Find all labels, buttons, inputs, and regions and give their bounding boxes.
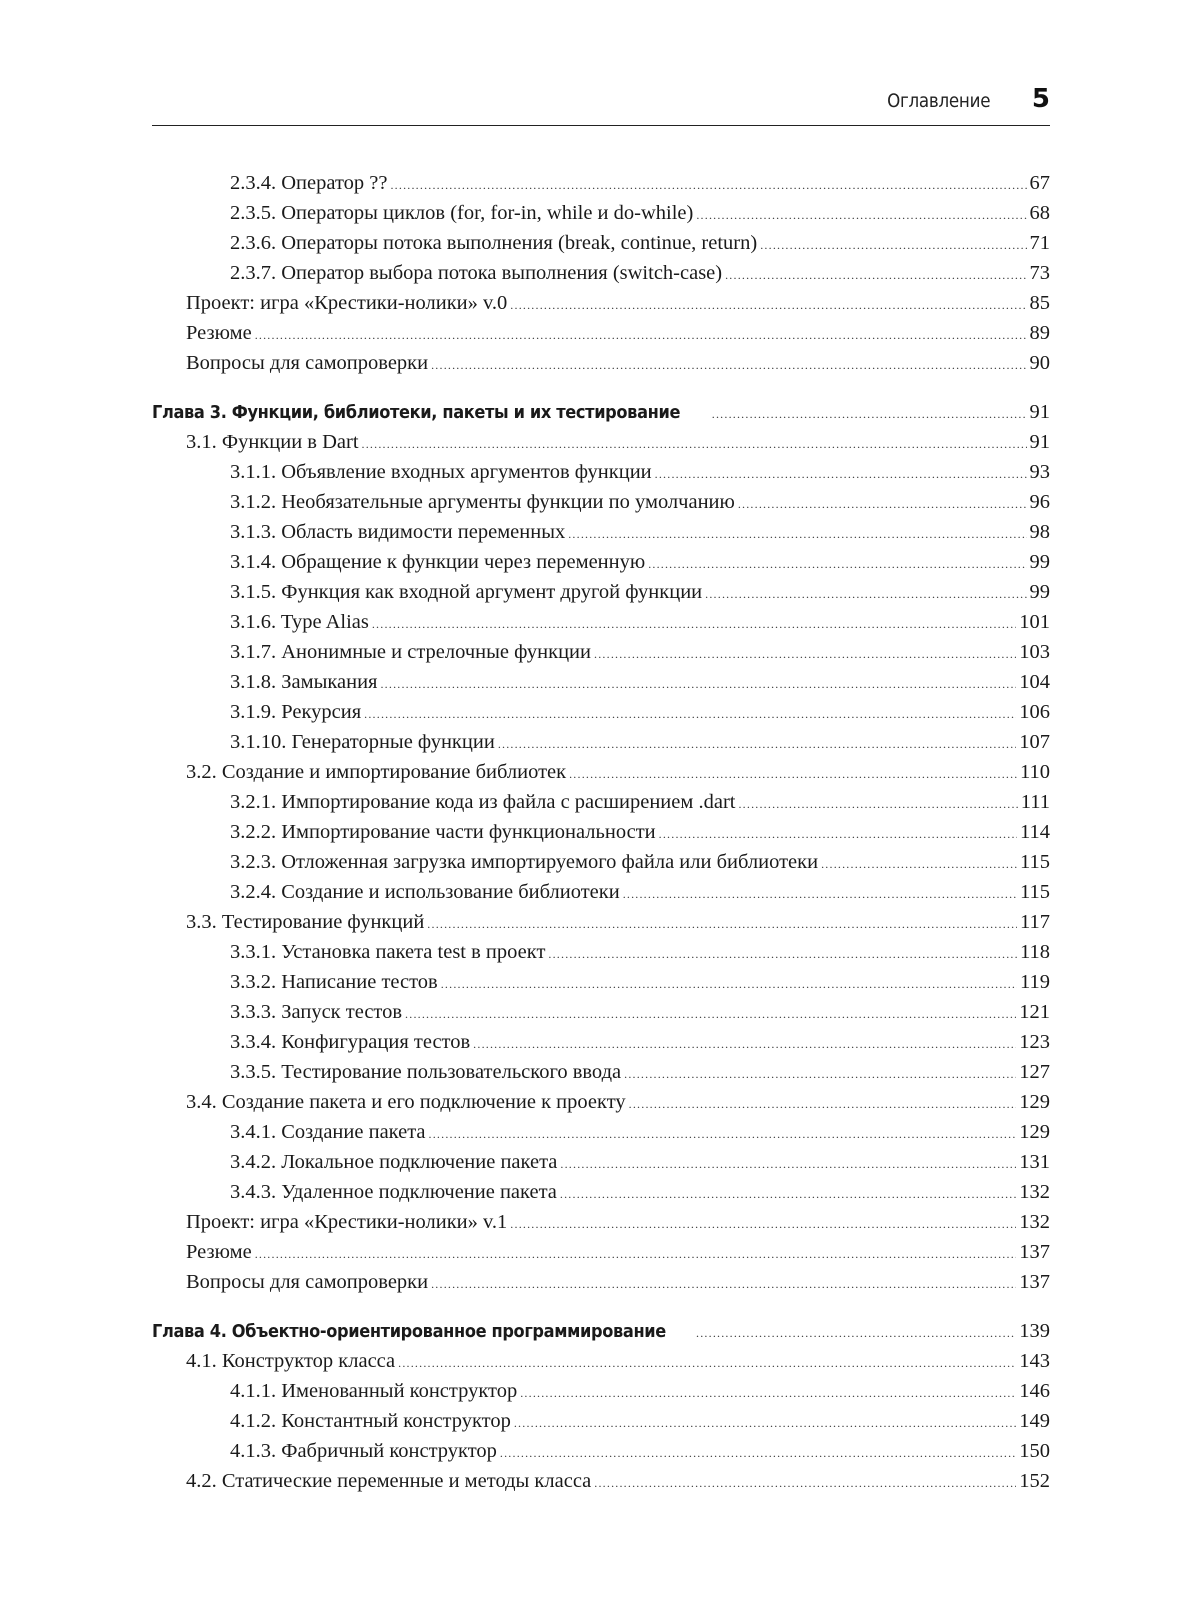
section-gap xyxy=(152,1297,1050,1316)
toc-entry-title: 4.1. Конструктор класса xyxy=(186,1350,396,1372)
dot-leader xyxy=(725,269,1026,281)
toc-entry xyxy=(152,607,1050,637)
toc-entry-page: 123 xyxy=(1019,1031,1050,1053)
toc-entry-title: 2.3.7. Оператор выбора потока выполнения (switch-case) xyxy=(230,262,723,284)
toc-entry xyxy=(152,1147,1050,1177)
toc-entry-page: 99 xyxy=(1029,581,1050,603)
toc-entry xyxy=(152,1406,1050,1436)
dot-leader xyxy=(738,798,1017,810)
dot-leader xyxy=(398,1357,1016,1369)
toc-entry-page: 104 xyxy=(1019,671,1050,693)
dot-leader xyxy=(624,1068,1016,1080)
toc-entry-title: 3.2.1. Импортирование кода из файла с расширением .dart xyxy=(230,791,736,813)
toc-entry-title: 3.1.5. Функция как входной аргумент другой функции xyxy=(230,581,703,603)
toc-entry-title: 3.3. Тестирование функций xyxy=(186,911,425,933)
toc-entry-title: 3.4.1. Создание пакета xyxy=(230,1121,426,1143)
toc-entry xyxy=(152,318,1050,348)
toc-entry xyxy=(152,168,1050,198)
toc-entry-page: 129 xyxy=(1019,1121,1050,1143)
dot-leader xyxy=(548,948,1017,960)
toc-entry-title: 3.1.2. Необязательные аргументы функции по умолчанию xyxy=(230,491,735,513)
dot-leader xyxy=(498,738,1016,750)
dot-leader xyxy=(738,498,1027,510)
toc-entry-title: Резюме xyxy=(186,1241,252,1263)
header-rule xyxy=(152,125,1050,126)
toc-entry-title: Резюме xyxy=(186,322,252,344)
toc-entry-title: 3.1.7. Анонимные и стрелочные функции xyxy=(230,641,592,663)
toc-chapter-title: Глава 3. Функции, библиотеки, пакеты и их тестирование xyxy=(152,402,681,423)
dot-leader xyxy=(569,768,1017,780)
toc-entry-page: 143 xyxy=(1019,1350,1050,1372)
toc-entry xyxy=(152,997,1050,1027)
dot-leader xyxy=(760,239,1026,251)
toc-entry-page: 93 xyxy=(1029,461,1050,483)
toc-entry-page: 152 xyxy=(1019,1470,1050,1492)
toc-entry-title: Вопросы для самопроверки xyxy=(186,352,429,374)
dot-leader xyxy=(659,828,1017,840)
dot-leader xyxy=(255,1248,1017,1260)
toc-entry-title: 4.2. Статические переменные и методы класса xyxy=(186,1470,592,1492)
toc-entry-title: 3.3.1. Установка пакета test в проект xyxy=(230,941,546,963)
toc-entry-page: 68 xyxy=(1029,202,1050,224)
toc-entry-title: Вопросы для самопроверки xyxy=(186,1271,429,1293)
toc-entry xyxy=(152,1466,1050,1496)
toc-entry-page: 111 xyxy=(1020,791,1050,813)
toc-entry xyxy=(152,487,1050,517)
toc-entry-page: 99 xyxy=(1029,551,1050,573)
toc-entry-page: 149 xyxy=(1019,1410,1050,1432)
dot-leader xyxy=(405,1008,1016,1020)
toc-entry-title: 3.1.9. Рекурсия xyxy=(230,701,362,723)
toc-entry-title: 3.1.6. Type Alias xyxy=(230,611,369,633)
dot-leader xyxy=(431,359,1026,371)
toc-entry-title: Проект: игра «Крестики-нолики» v.1 xyxy=(186,1211,508,1233)
toc-entry-title: 3.2.2. Импортирование части функциональности xyxy=(230,821,656,843)
toc-entry-title: 3.1.10. Генераторные функции xyxy=(230,731,495,753)
toc-entry xyxy=(152,847,1050,877)
toc-entry-page: 115 xyxy=(1020,851,1050,873)
toc-entry xyxy=(152,1346,1050,1376)
toc-entry xyxy=(152,787,1050,817)
dot-leader xyxy=(380,678,1016,690)
dot-leader xyxy=(623,888,1017,900)
dot-leader xyxy=(568,528,1026,540)
toc-entry-title: 3.4.2. Локальное подключение пакета xyxy=(230,1151,558,1173)
toc-entry-title: 3.4. Создание пакета и его подключение к проекту xyxy=(186,1091,626,1113)
dot-leader xyxy=(696,209,1026,221)
toc-entry-page: 103 xyxy=(1019,641,1050,663)
toc-entry xyxy=(152,457,1050,487)
toc-entry-page: 150 xyxy=(1019,1440,1050,1462)
toc-entry xyxy=(152,348,1050,378)
toc-entry-page: 121 xyxy=(1019,1001,1050,1023)
toc-entry xyxy=(152,1027,1050,1057)
toc-entry-page: 71 xyxy=(1029,232,1050,254)
toc-entry-title: 3.2. Создание и импортирование библиотек xyxy=(186,761,567,783)
toc-entry-title: 2.3.5. Операторы циклов (for, for-in, while и do-while) xyxy=(230,202,694,224)
toc-entry xyxy=(152,937,1050,967)
toc-entry xyxy=(152,1436,1050,1466)
toc-entry-title: 3.2.4. Создание и использование библиотеки xyxy=(230,881,620,903)
toc-entry xyxy=(152,907,1050,937)
toc-entry xyxy=(152,877,1050,907)
toc-entry xyxy=(152,817,1050,847)
toc-entry-page: 85 xyxy=(1029,292,1050,314)
toc-entry-page: 115 xyxy=(1020,881,1050,903)
dot-leader xyxy=(514,1417,1016,1429)
toc-entry-title: Проект: игра «Крестики-нолики» v.0 xyxy=(186,292,508,314)
toc-entry xyxy=(152,547,1050,577)
toc-entry-page: 114 xyxy=(1020,821,1050,843)
section-gap xyxy=(152,378,1050,397)
toc-entry-page: 129 xyxy=(1019,1091,1050,1113)
toc-entry-title: 3.3.3. Запуск тестов xyxy=(230,1001,403,1023)
toc-entry-title: 3.3.5. Тестирование пользовательского ввода xyxy=(230,1061,622,1083)
toc-entry-title: 3.2.3. Отложенная загрузка импортируемого файла или библиотеки xyxy=(230,851,819,873)
dot-leader xyxy=(594,1477,1016,1489)
toc-entry xyxy=(152,1057,1050,1087)
running-header xyxy=(152,84,1050,126)
toc-entry-title: 3.1.8. Замыкания xyxy=(230,671,378,693)
toc-entry xyxy=(152,427,1050,457)
toc-entry xyxy=(152,198,1050,228)
dot-leader xyxy=(510,299,1026,311)
toc-entry-page: 139 xyxy=(1019,1320,1050,1342)
toc-entry-page: 117 xyxy=(1020,911,1050,933)
dot-leader xyxy=(629,1098,1017,1110)
toc-entry-page: 127 xyxy=(1019,1061,1050,1083)
dot-leader xyxy=(655,468,1027,480)
toc-entry xyxy=(152,1087,1050,1117)
toc-entry-title: 3.1.4. Обращение к функции через переменную xyxy=(230,551,646,573)
toc-entry-page: 137 xyxy=(1019,1241,1050,1263)
toc-entry xyxy=(152,1237,1050,1267)
dot-leader xyxy=(255,329,1027,341)
toc-entry-title: 4.1.3. Фабричный конструктор xyxy=(230,1440,497,1462)
toc-entry xyxy=(152,1376,1050,1406)
running-header-title: Оглавление xyxy=(886,90,990,112)
toc-entry-page: 132 xyxy=(1019,1181,1050,1203)
toc-entry xyxy=(152,1117,1050,1147)
toc-entry xyxy=(152,757,1050,787)
toc-entry-page: 118 xyxy=(1020,941,1050,963)
toc-entry-page: 89 xyxy=(1029,322,1050,344)
toc-entry xyxy=(152,577,1050,607)
dot-leader xyxy=(427,918,1017,930)
dot-leader xyxy=(429,1128,1017,1140)
toc-entry-page: 91 xyxy=(1029,431,1050,453)
toc-entry-title: 4.1.1. Именованный конструктор xyxy=(230,1380,518,1402)
toc-entry xyxy=(152,258,1050,288)
toc-entry-title: 2.3.4. Оператор ?? xyxy=(230,172,388,194)
toc-entry-page: 137 xyxy=(1019,1271,1050,1293)
toc-entry-title: 2.3.6. Операторы потока выполнения (break, continue, return) xyxy=(230,232,758,254)
page-number: 5 xyxy=(1031,84,1050,114)
dot-leader xyxy=(362,438,1027,450)
toc-entry xyxy=(152,637,1050,667)
toc-entry-page: 132 xyxy=(1019,1211,1050,1233)
toc-entry xyxy=(152,1177,1050,1207)
toc-entry-title: 3.3.2. Написание тестов xyxy=(230,971,438,993)
toc-entry-page: 67 xyxy=(1029,172,1050,194)
toc-entry-title: 3.1.3. Область видимости переменных xyxy=(230,521,566,543)
toc-entry xyxy=(152,697,1050,727)
dot-leader xyxy=(441,978,1017,990)
toc-entry xyxy=(152,288,1050,318)
dot-leader xyxy=(520,1387,1016,1399)
toc-entry-title: 3.3.4. Конфигурация тестов xyxy=(230,1031,471,1053)
toc-entry xyxy=(152,1267,1050,1297)
dot-leader xyxy=(696,1327,1016,1339)
toc-entry xyxy=(152,228,1050,258)
toc-entry xyxy=(152,1207,1050,1237)
toc-entry-page: 119 xyxy=(1020,971,1050,993)
dot-leader xyxy=(390,179,1026,191)
dot-leader xyxy=(473,1038,1016,1050)
toc-entry-page: 106 xyxy=(1019,701,1050,723)
toc-entry-title: 3.4.3. Удаленное подключение пакета xyxy=(230,1181,557,1203)
toc-entry xyxy=(152,517,1050,547)
toc-entry-title: 3.1.1. Объявление входных аргументов функции xyxy=(230,461,652,483)
toc-entry-page: 91 xyxy=(1029,401,1050,423)
dot-leader xyxy=(372,618,1016,630)
toc-entry xyxy=(152,967,1050,997)
toc-entry-page: 146 xyxy=(1019,1380,1050,1402)
toc-chapter-entry xyxy=(152,397,1050,427)
dot-leader xyxy=(821,858,1017,870)
dot-leader xyxy=(500,1447,1016,1459)
toc-entry-page: 131 xyxy=(1019,1151,1050,1173)
toc-entry-page: 98 xyxy=(1029,521,1050,543)
dot-leader xyxy=(560,1188,1016,1200)
dot-leader xyxy=(431,1278,1016,1290)
toc-entry xyxy=(152,667,1050,697)
toc-entry-page: 107 xyxy=(1019,731,1050,753)
toc-chapter-entry xyxy=(152,1316,1050,1346)
toc-entry-page: 96 xyxy=(1029,491,1050,513)
table-of-contents xyxy=(152,168,1050,1496)
toc-entry-page: 73 xyxy=(1029,262,1050,284)
toc-entry-title: 3.1. Функции в Dart xyxy=(186,431,359,453)
dot-leader xyxy=(364,708,1016,720)
dot-leader xyxy=(712,408,1027,420)
dot-leader xyxy=(705,588,1026,600)
dot-leader xyxy=(594,648,1016,660)
toc-entry-page: 110 xyxy=(1020,761,1050,783)
toc-entry-title: 4.1.2. Константный конструктор xyxy=(230,1410,511,1432)
dot-leader xyxy=(560,1158,1016,1170)
dot-leader xyxy=(648,558,1026,570)
toc-entry-page: 101 xyxy=(1019,611,1050,633)
toc-entry-page: 90 xyxy=(1029,352,1050,374)
toc-entry xyxy=(152,727,1050,757)
dot-leader xyxy=(510,1218,1016,1230)
toc-chapter-title: Глава 4. Объектно-ориентированное программирование xyxy=(152,1321,666,1342)
